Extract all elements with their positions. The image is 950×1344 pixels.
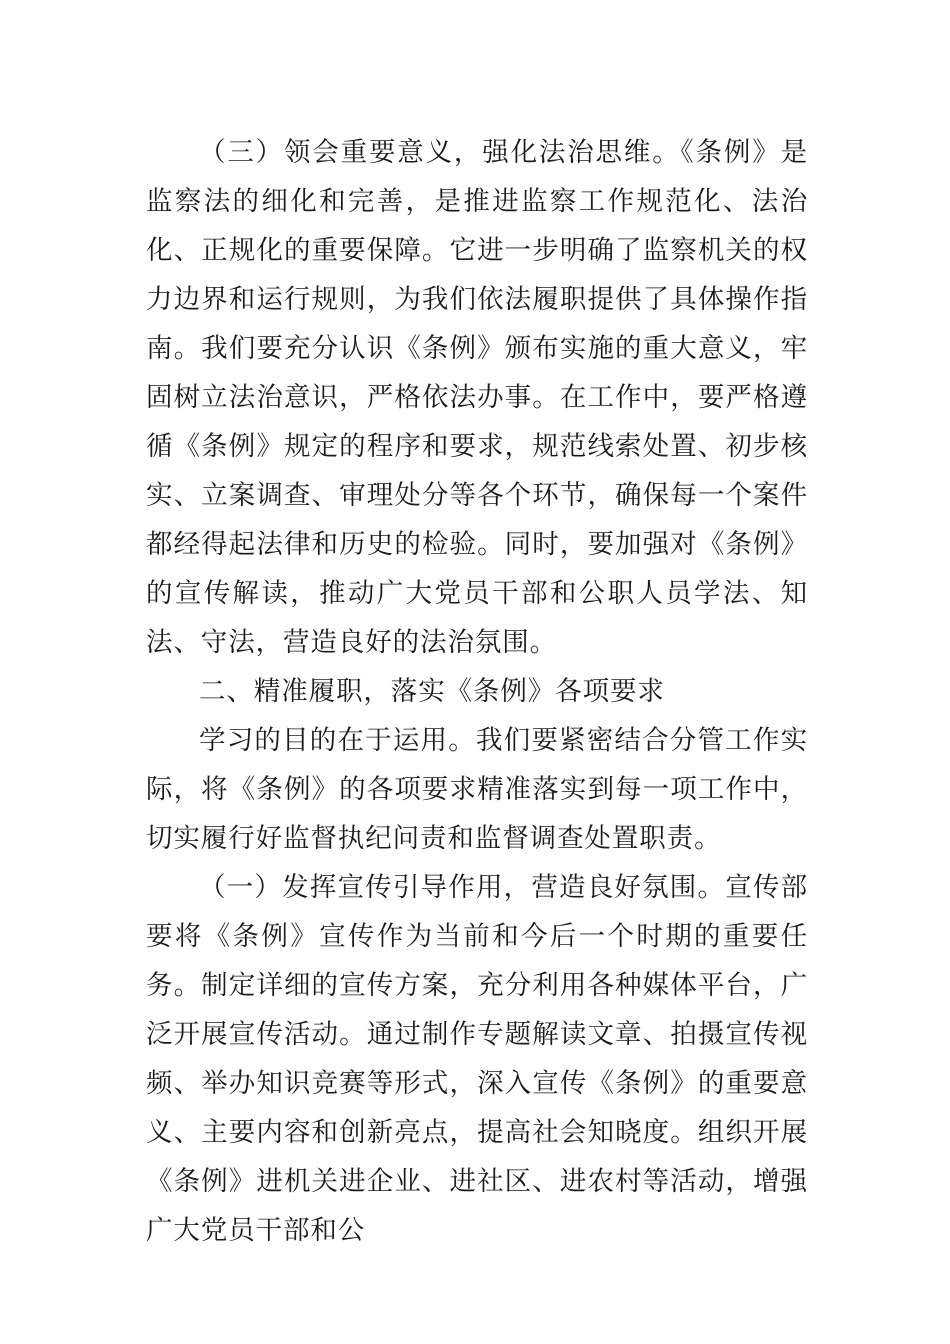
paragraph-intro: 学习的目的在于运用。我们要紧密结合分管工作实际，将《条例》的各项要求精准落实到每一项工作中，切实履行好监督执纪问责和监督调查处置职责。 [146,725,808,854]
paragraph-section-3: （三）领会重要意义，强化法治思维。《条例》是监察法的细化和完善，是推进监察工作规范化、法治化、正规化的重要保障。它进一步明确了监察机关的权力边界和运行规则，为我们依法履职提供了具体操作指南。我们要充分认识《条例》颁布实施的重大意义，牢固树立法治意识，严格依法办事。在工作中，要严格遵循《条例》规定的程序和要求，规范线索处置、初步核实、立案调查、审理处分等各个环节，确保每一个案件都经得起法律和历史的检验。同时，要加强对《条例》的宣传解读，推动广大党员干部和公职人员学法、知法、守法，营造良好的法治氛围。 [146,137,808,658]
section-heading-2: 二、精准履职，落实《条例》各项要求 [199,676,665,707]
paragraph-section-1: （一）发挥宣传引导作用，营造良好氛围。宣传部要将《条例》宣传作为当前和今后一个时期的重要任务。制定详细的宣传方案，充分利用各种媒体平台，广泛开展宣传活动。通过制作专题解读文章、拍摄宣传视频、举办知识竞赛等形式，深入宣传《条例》的重要意义、主要内容和创新亮点，提高社会知晓度。组织开展《条例》进机关进企业、进社区、进农村等活动，增强广大党员干部和公 [146,872,808,1246]
document-body [146,128,808,1255]
